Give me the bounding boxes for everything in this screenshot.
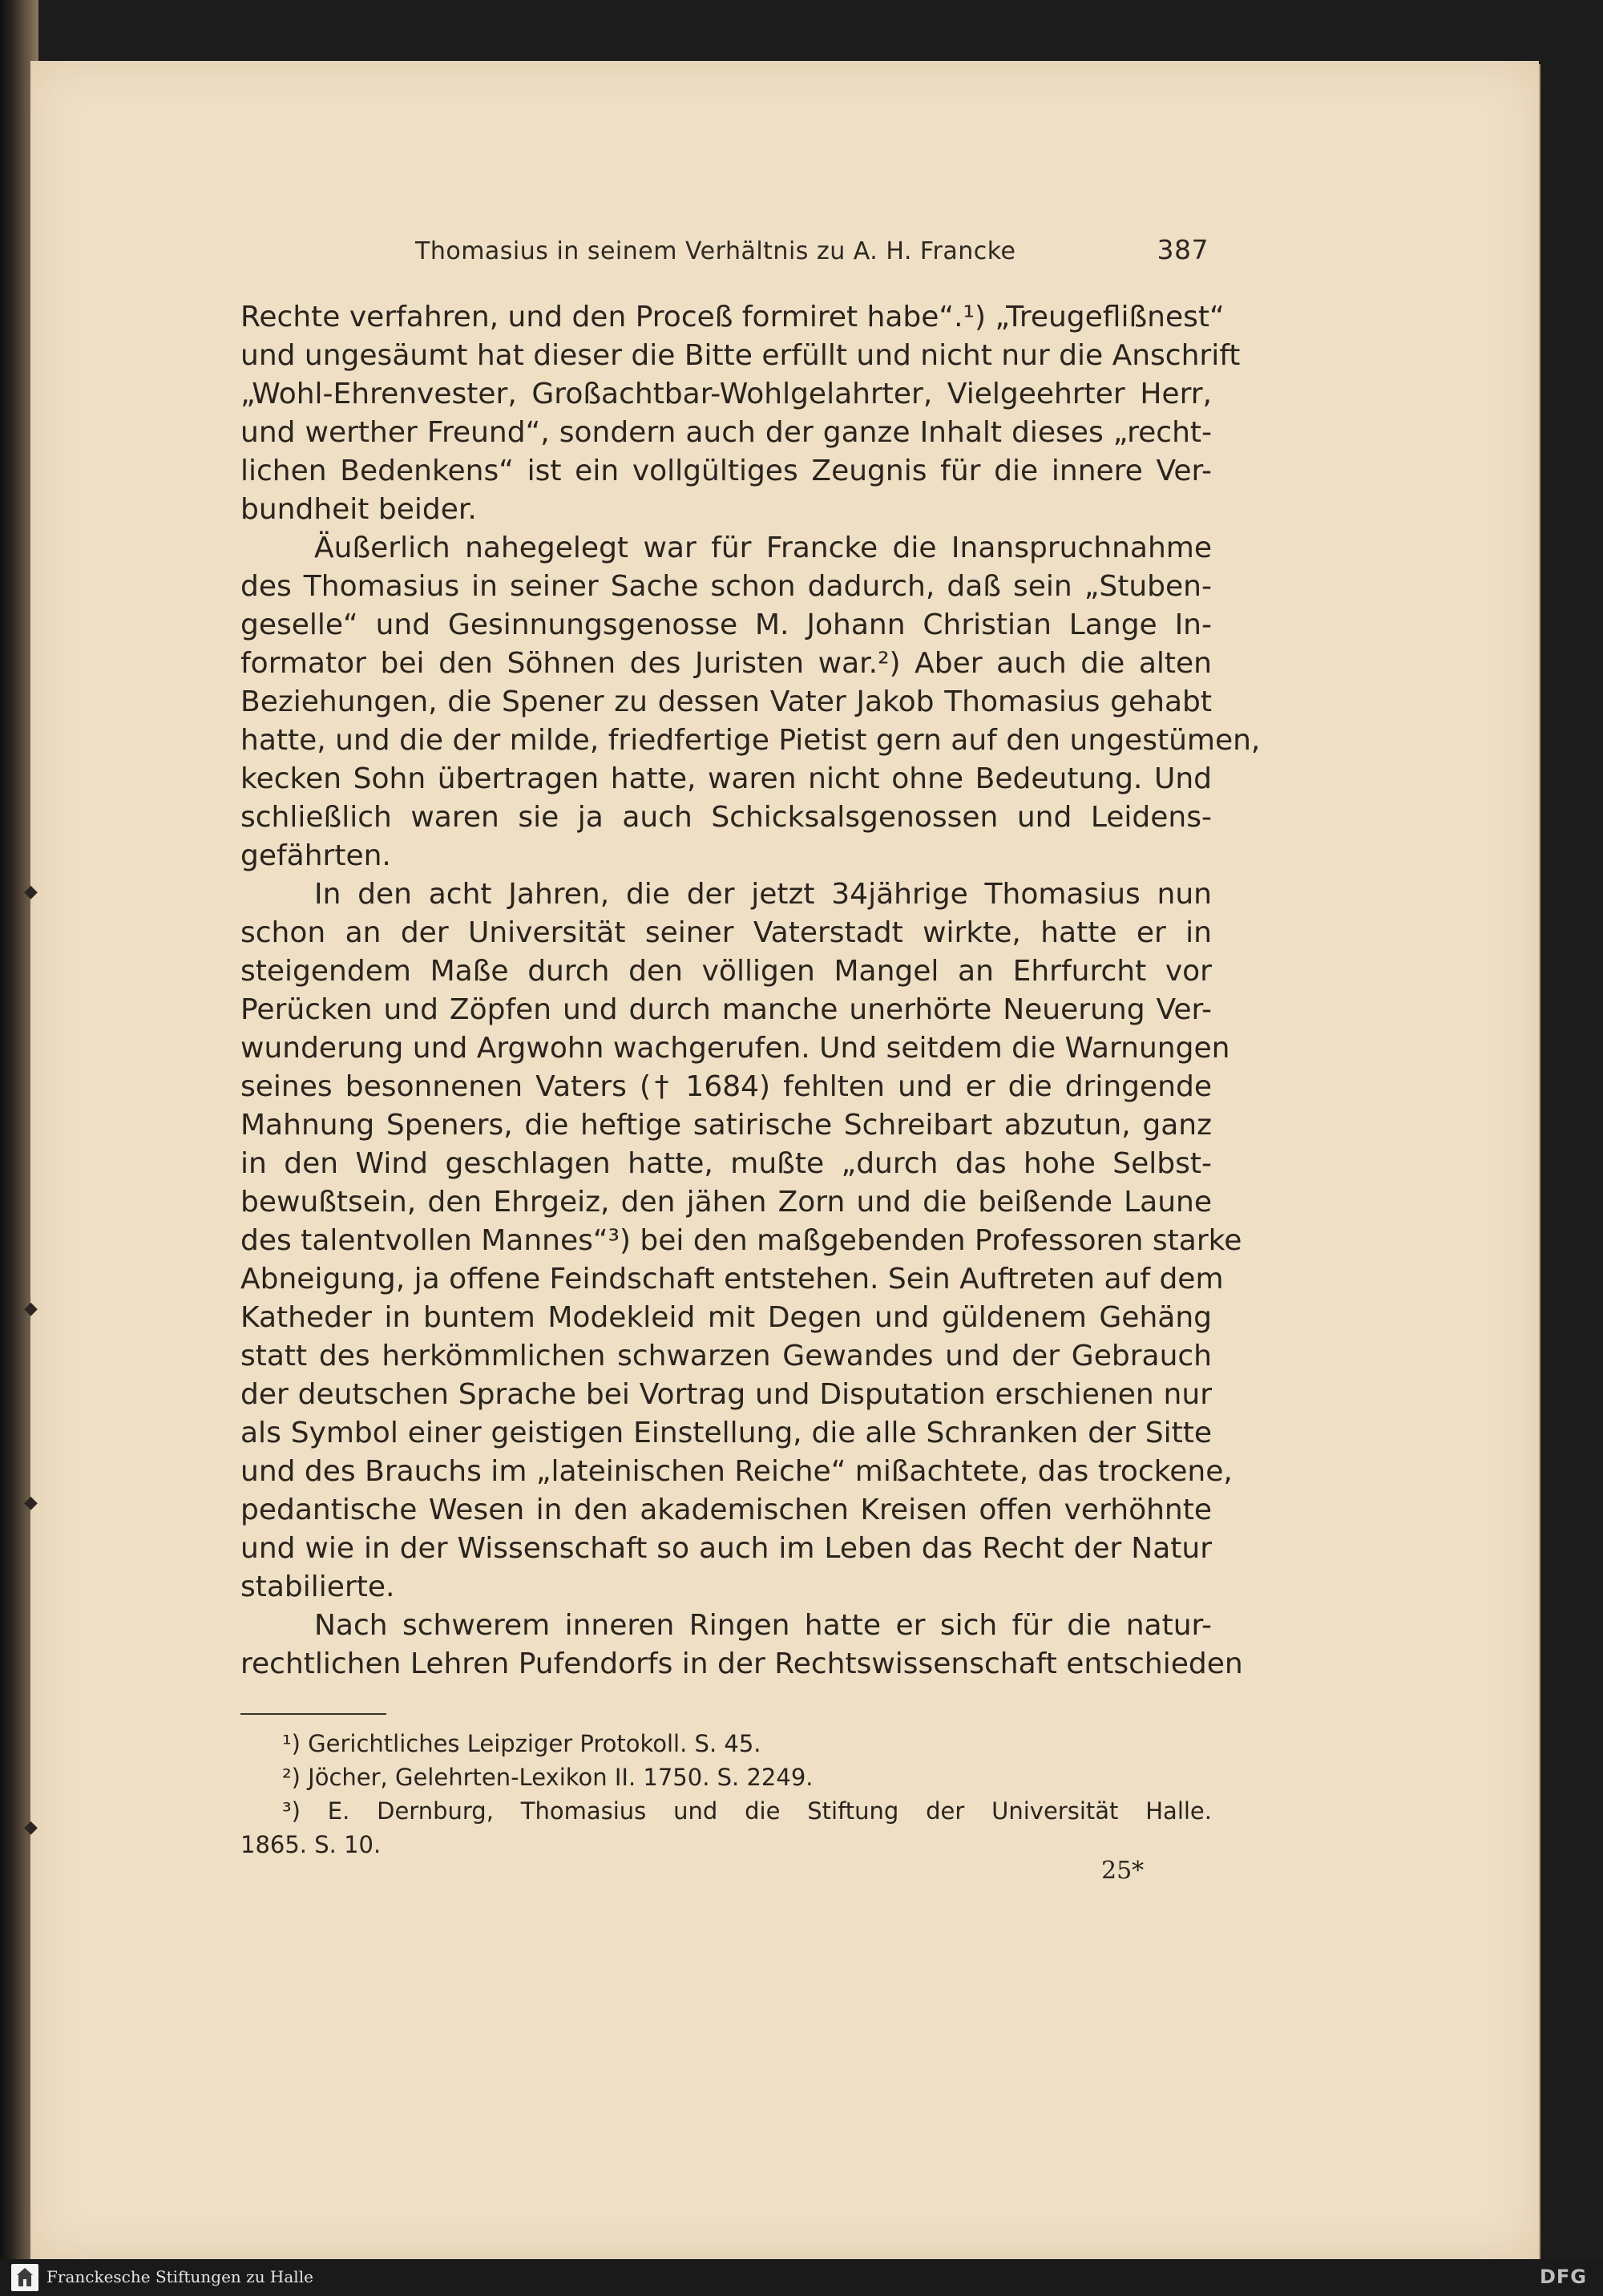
text-line: der deutschen Sprache bei Vortrag und Disputation erschienen nur	[240, 1378, 1212, 1411]
running-head	[415, 234, 1209, 273]
text-line: stabilierte.	[240, 1570, 395, 1603]
binding-mark: ◆	[24, 1299, 38, 1319]
text-line: Mahnung Speners, die heftige satirische Schreibart abzutun, ganz	[240, 1109, 1212, 1142]
text-line: bewußtsein, den Ehrgeiz, den jähen Zorn und die beißende Laune	[240, 1186, 1212, 1219]
footnote-divider	[240, 1713, 386, 1715]
footnote-line: ³) E. Dernburg, Thomasius und die Stiftung der Universität Halle.	[282, 1797, 1212, 1825]
text-line: Rechte verfahren, und den Proceß formiret habe“.¹) „Treugeflißnest“	[240, 301, 1225, 333]
page-number: 387	[1157, 234, 1209, 265]
text-line: pedantische Wesen in den akademischen Kreisen offen verhöhnte	[240, 1494, 1212, 1526]
institution-logo-icon	[11, 2264, 38, 2291]
text-line: und werther Freund“, sondern auch der ganze Inhalt dieses „recht-	[240, 416, 1212, 449]
text-line: bundheit beider.	[240, 493, 477, 526]
text-line: „Wohl-Ehrenvester, Großachtbar-Wohlgelahrter, Vielgeehrter Herr,	[240, 378, 1212, 410]
text-line: statt des herkömmlichen schwarzen Gewandes und der Gebrauch	[240, 1340, 1212, 1372]
binding-mark: ◆	[24, 1817, 38, 1837]
footnotes	[240, 1727, 1212, 1861]
footnote-line: ²) Jöcher, Gelehrten-Lexikon II. 1750. S. 2249.	[282, 1764, 814, 1791]
footnote-line: 1865. S. 10.	[240, 1831, 382, 1858]
text-line: Abneigung, ja offene Feindschaft entstehen. Sein Auftreten auf dem	[240, 1263, 1224, 1296]
binding-mark: ◆	[24, 882, 38, 902]
text-line: Katheder in buntem Modekleid mit Degen und güldenem Gehäng	[240, 1301, 1212, 1334]
text-line: und ungesäumt hat dieser die Bitte erfüllt und nicht nur die Anschrift	[240, 339, 1241, 372]
text-line: gefährten.	[240, 839, 391, 872]
institution-name: Franckesche Stiftungen zu Halle	[46, 2267, 313, 2286]
text-line: Beziehungen, die Spener zu dessen Vater Jakob Thomasius gehabt	[240, 685, 1212, 718]
text-line: wunderung und Argwohn wachgerufen. Und seitdem die Warnungen	[240, 1032, 1230, 1065]
text-line: des talentvollen Mannes“³) bei den maßgebenden Professoren starke	[240, 1224, 1242, 1257]
footer-bar	[0, 2259, 1603, 2296]
text-line: und des Brauchs im „lateinischen Reiche“ mißachtete, das trockene,	[240, 1455, 1233, 1488]
text-line: als Symbol einer geistigen Einstellung, die alle Schranken der Sitte	[240, 1417, 1212, 1449]
text-line: lichen Bedenkens“ ist ein vollgültiges Zeugnis für die innere Ver-	[240, 455, 1212, 487]
text-line: seines besonnenen Vaters († 1684) fehlten und er die dringende	[240, 1070, 1212, 1103]
binding-mark: ◆	[24, 1493, 38, 1513]
text-line: hatte, und die der milde, friedfertige Pietist gern auf den ungestümen,	[240, 724, 1261, 757]
running-title: Thomasius in seinem Verhältnis zu A. H. Francke	[415, 237, 1016, 265]
text-line: Nach schwerem inneren Ringen hatte er sich für die natur-	[314, 1609, 1212, 1642]
text-line: Perücken und Zöpfen und durch manche unerhörte Neuerung Ver-	[240, 993, 1212, 1026]
dfg-badge: DFG	[1539, 2266, 1587, 2288]
text-line: des Thomasius in seiner Sache schon dadurch, daß sein „Stuben-	[240, 570, 1212, 603]
text-line: formator bei den Söhnen des Juristen war.²) Aber auch die alten	[240, 647, 1212, 680]
text-line: rechtlichen Lehren Pufendorfs in der Rechtswissenschaft entschieden	[240, 1647, 1243, 1680]
body-text	[240, 298, 1261, 1684]
text-line: kecken Sohn übertragen hatte, waren nicht ohne Bedeutung. Und	[240, 762, 1212, 795]
text-line: In den acht Jahren, die der jetzt 34jährige Thomasius nun	[314, 878, 1212, 911]
text-line: schließlich waren sie ja auch Schicksalsgenossen und Leidens-	[240, 801, 1212, 834]
text-line: und wie in der Wissenschaft so auch im Leben das Recht der Natur	[240, 1532, 1212, 1565]
text-line: schon an der Universität seiner Vaterstadt wirkte, hatte er in	[240, 916, 1212, 949]
footnote-line: ¹) Gerichtliches Leipziger Protokoll. S. 45.	[282, 1730, 761, 1757]
text-line: steigendem Maße durch den völligen Mangel an Ehrfurcht vor	[240, 955, 1212, 988]
text-line: in den Wind geschlagen hatte, mußte „durch das hohe Selbst-	[240, 1147, 1212, 1180]
text-line: geselle“ und Gesinnungsgenosse M. Johann Christian Lange In-	[240, 608, 1212, 641]
text-line: Äußerlich nahegelegt war für Francke die Inanspruchnahme	[314, 532, 1212, 564]
signature-mark: 25*	[1101, 1857, 1145, 1885]
